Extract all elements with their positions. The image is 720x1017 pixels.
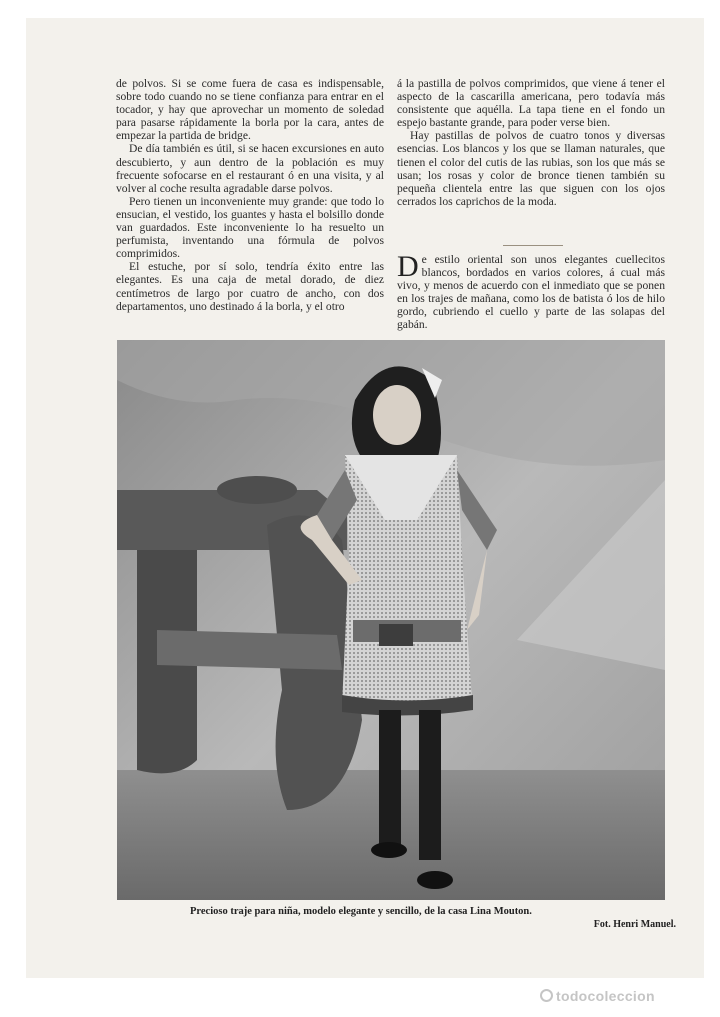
- dropcap-letter: D: [397, 250, 419, 283]
- paragraph-4: El estuche, por sí solo, tendría éxito entre las elegantes. Es una caja de metal dorado, de diez centímetros de largo por cuatro de ancho, con dos departamentos, uno destinado á la borla, y el otro: [116, 260, 384, 313]
- fashion-photograph: [117, 340, 665, 900]
- paragraph-6: Hay pastillas de polvos de cuatro tonos y diversas esencias. Los blancos y los que se llaman naturales, que tienen el color del cutis de las rubias, son los que más se usan; los rosas y color de bronce tienen también su pequeña clientela entre las que siguen con los ojos cerrados los caprichos de la moda.: [397, 129, 665, 208]
- paragraph-2: De día también es útil, si se hacen excursiones en auto descubierto, y aun dentro de la población es muy frecuente sofocarse en el restaurant ó en una visita, y al volver al coche resulta agradable darse polvos.: [116, 142, 384, 195]
- article-right-column: [397, 77, 665, 208]
- dropcap-text: e estilo oriental son unos elegantes cuellecitos blancos, bordados en varios colores, á cual más vivo, y menos de acuerdo con el inmediato que se ponen en los trajes de mañana, como los de batista ó los de hilo gordo, cubriendo el cuello y parte de las solapas del gabán.: [397, 253, 665, 332]
- paragraph-5: á la pastilla de polvos comprimidos, que viene á tener el aspecto de la cascarilla americana, pero todavía más consistente que aquélla. La tapa tiene en el fondo un espejo bastante grande, para poder verse bien.: [397, 77, 665, 130]
- photo-illustration: [117, 340, 665, 900]
- photo-caption: Precioso traje para niña, modelo elegante y sencillo, de la casa Lina Mouton.: [190, 906, 532, 917]
- paragraph-3: Pero tienen un inconveniente muy grande: que todo lo ensucian, el vestido, los guantes y hasta el bolsillo donde van guardados. Este inconveniente lo ha resuelto un perfumista, inventando una fórmula de polvos comprimidos.: [116, 194, 384, 261]
- photo-credit: Fot. Henri Manuel.: [593, 919, 676, 930]
- watermark: [540, 988, 655, 1004]
- dropcap-paragraph: [397, 250, 665, 332]
- paragraph-1: de polvos. Si se come fuera de casa es indispensable, sobre todo cuando no se tiene confianza para entrar en el tocador, y hay que aprovechar un momento de soledad para pasarse rápidamente la borla por la cara, antes de empezar la partida de bridge.: [116, 77, 384, 143]
- watermark-logo-icon: [540, 989, 553, 1002]
- section-divider: [503, 245, 563, 246]
- article-left-column: [116, 77, 384, 313]
- watermark-text: todocoleccion: [556, 988, 655, 1004]
